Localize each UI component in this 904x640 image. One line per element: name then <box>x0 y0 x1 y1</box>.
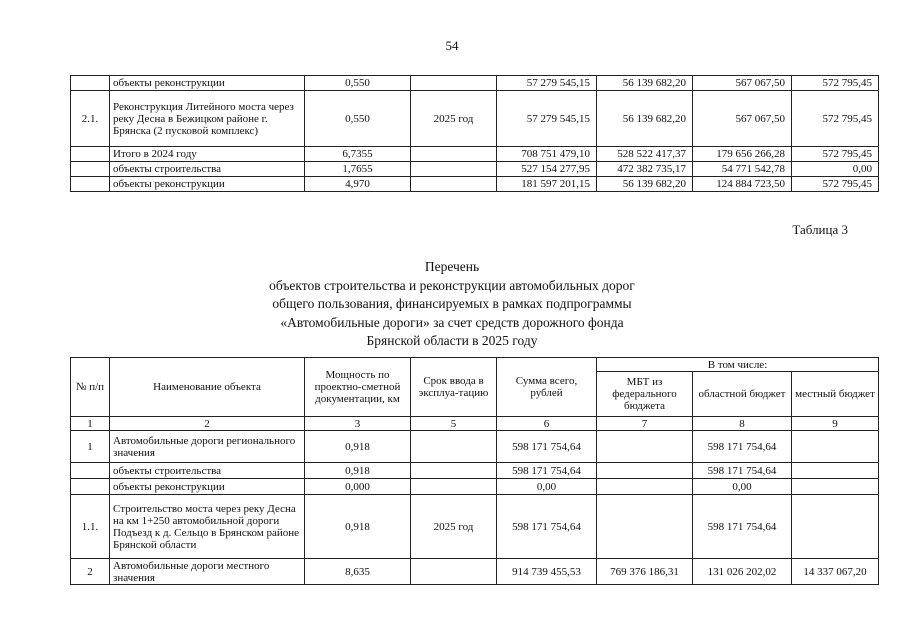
table-row <box>71 147 879 162</box>
table-row <box>71 495 879 559</box>
cell-year <box>411 162 497 177</box>
cell-mbt: 769 376 186,31 <box>597 559 693 585</box>
header-regional: областной бюджет <box>693 372 792 417</box>
cell-mbt <box>597 463 693 479</box>
cell-num <box>71 177 110 192</box>
cell-year: 2025 год <box>411 91 497 147</box>
header-name: Наименование объекта <box>110 358 305 417</box>
cell-name: Итого в 2024 году <box>110 147 305 162</box>
cell-num <box>71 147 110 162</box>
header-total: Сумма всего, рублей <box>497 358 597 417</box>
cell-local: 14 337 067,20 <box>792 559 879 585</box>
cell-mbt <box>597 479 693 495</box>
title-line: «Автомобильные дороги» за счет средств дорожного фонда <box>280 314 624 330</box>
cell-regional: 567 067,50 <box>693 91 792 147</box>
cell-total: 598 171 754,64 <box>497 463 597 479</box>
cell-total: 708 751 479,10 <box>497 147 597 162</box>
header-mbt: МБТ из федерального бюджета <box>597 372 693 417</box>
cell-mbt: 56 139 682,20 <box>597 91 693 147</box>
cell-power: 0,550 <box>305 76 411 91</box>
cell-num <box>71 479 110 495</box>
cell-year: 2025 год <box>411 495 497 559</box>
cell-regional: 567 067,50 <box>693 76 792 91</box>
cell-name: Автомобильные дороги местного значения <box>110 559 305 585</box>
table-title <box>0 258 904 351</box>
table-row <box>71 463 879 479</box>
cell-regional: 598 171 754,64 <box>693 495 792 559</box>
cell-name: объекты реконструкции <box>110 76 305 91</box>
cell-mbt <box>597 495 693 559</box>
table-3 <box>70 357 879 585</box>
header-row <box>71 358 879 372</box>
title-line: Брянской области в 2025 году <box>366 333 538 348</box>
table-continuation <box>70 75 879 192</box>
table-row <box>71 479 879 495</box>
cell-num: 1.1. <box>71 495 110 559</box>
cell-mbt: 56 139 682,20 <box>597 177 693 192</box>
table-row <box>71 431 879 463</box>
cell-name: Реконструкция Литейного моста через реку Десна в Бежицком районе г. Брянска (2 пусковой комплекс) <box>110 91 305 147</box>
cell-year <box>411 463 497 479</box>
cell-local <box>792 463 879 479</box>
cell-num: 2.1. <box>71 91 110 147</box>
header-power: Мощность по проектно-сметной документации, км <box>305 358 411 417</box>
cell-name: объекты реконструкции <box>110 479 305 495</box>
cell-name: объекты строительства <box>110 162 305 177</box>
page-number: 54 <box>445 38 459 53</box>
table-label: Таблица 3 <box>792 222 848 237</box>
cell-year <box>411 559 497 585</box>
cell-year <box>411 76 497 91</box>
cell-num: 2 <box>71 559 110 585</box>
cell-num <box>71 463 110 479</box>
header-num: № п/п <box>71 358 110 417</box>
col-number: 1 <box>71 417 110 431</box>
cell-power: 0,918 <box>305 463 411 479</box>
cell-regional: 598 171 754,64 <box>693 463 792 479</box>
column-number-row <box>71 417 879 431</box>
col-number: 3 <box>305 417 411 431</box>
cell-regional: 598 171 754,64 <box>693 431 792 463</box>
cell-num <box>71 76 110 91</box>
cell-local: 572 795,45 <box>792 76 879 91</box>
cell-total: 57 279 545,15 <box>497 91 597 147</box>
cell-power: 0,550 <box>305 91 411 147</box>
cell-regional: 179 656 266,28 <box>693 147 792 162</box>
title-line: общего пользования, финансируемых в рамках подпрограммы <box>272 296 632 311</box>
cell-power: 0,000 <box>305 479 411 495</box>
cell-power: 0,918 <box>305 431 411 463</box>
col-number: 8 <box>693 417 792 431</box>
cell-total: 914 739 455,53 <box>497 559 597 585</box>
cell-power: 0,918 <box>305 495 411 559</box>
cell-local: 572 795,45 <box>792 147 879 162</box>
cell-power: 8,635 <box>305 559 411 585</box>
cell-total: 527 154 277,95 <box>497 162 597 177</box>
cell-mbt: 528 522 417,37 <box>597 147 693 162</box>
cell-total: 0,00 <box>497 479 597 495</box>
table-row <box>71 162 879 177</box>
cell-name: Автомобильные дороги регионального значения <box>110 431 305 463</box>
header-including: В том числе: <box>597 358 879 372</box>
table-row <box>71 76 879 91</box>
col-number: 2 <box>110 417 305 431</box>
title-line: объектов строительства и реконструкции автомобильных дорог <box>269 277 635 293</box>
cell-year <box>411 479 497 495</box>
col-number: 5 <box>411 417 497 431</box>
cell-mbt: 56 139 682,20 <box>597 76 693 91</box>
header-local: местный бюджет <box>792 372 879 417</box>
table-row <box>71 559 879 585</box>
table-row <box>71 91 879 147</box>
cell-num: 1 <box>71 431 110 463</box>
cell-num <box>71 162 110 177</box>
cell-name: объекты строительства <box>110 463 305 479</box>
cell-local <box>792 431 879 463</box>
cell-local: 572 795,45 <box>792 91 879 147</box>
header-term: Срок ввода в эксплуа-тацию <box>411 358 497 417</box>
cell-regional: 54 771 542,78 <box>693 162 792 177</box>
cell-regional: 0,00 <box>693 479 792 495</box>
cell-name: Строительство моста через реку Десна на км 1+250 автомобильной дороги Подъезд к д. Сельцо в Брянском районе Брянской области <box>110 495 305 559</box>
cell-total: 181 597 201,15 <box>497 177 597 192</box>
title-line: Перечень <box>424 259 480 274</box>
cell-year <box>411 431 497 463</box>
table-row <box>71 177 879 192</box>
cell-mbt: 472 382 735,17 <box>597 162 693 177</box>
cell-local: 0,00 <box>792 162 879 177</box>
cell-mbt <box>597 431 693 463</box>
cell-local: 572 795,45 <box>792 177 879 192</box>
cell-local <box>792 479 879 495</box>
cell-name: объекты реконструкции <box>110 177 305 192</box>
cell-power: 6,7355 <box>305 147 411 162</box>
cell-total: 57 279 545,15 <box>497 76 597 91</box>
col-number: 6 <box>497 417 597 431</box>
col-number: 9 <box>792 417 879 431</box>
cell-regional: 131 026 202,02 <box>693 559 792 585</box>
cell-total: 598 171 754,64 <box>497 495 597 559</box>
cell-local <box>792 495 879 559</box>
cell-power: 1,7655 <box>305 162 411 177</box>
cell-power: 4,970 <box>305 177 411 192</box>
cell-year <box>411 147 497 162</box>
col-number: 7 <box>597 417 693 431</box>
cell-regional: 124 884 723,50 <box>693 177 792 192</box>
cell-year <box>411 177 497 192</box>
cell-total: 598 171 754,64 <box>497 431 597 463</box>
